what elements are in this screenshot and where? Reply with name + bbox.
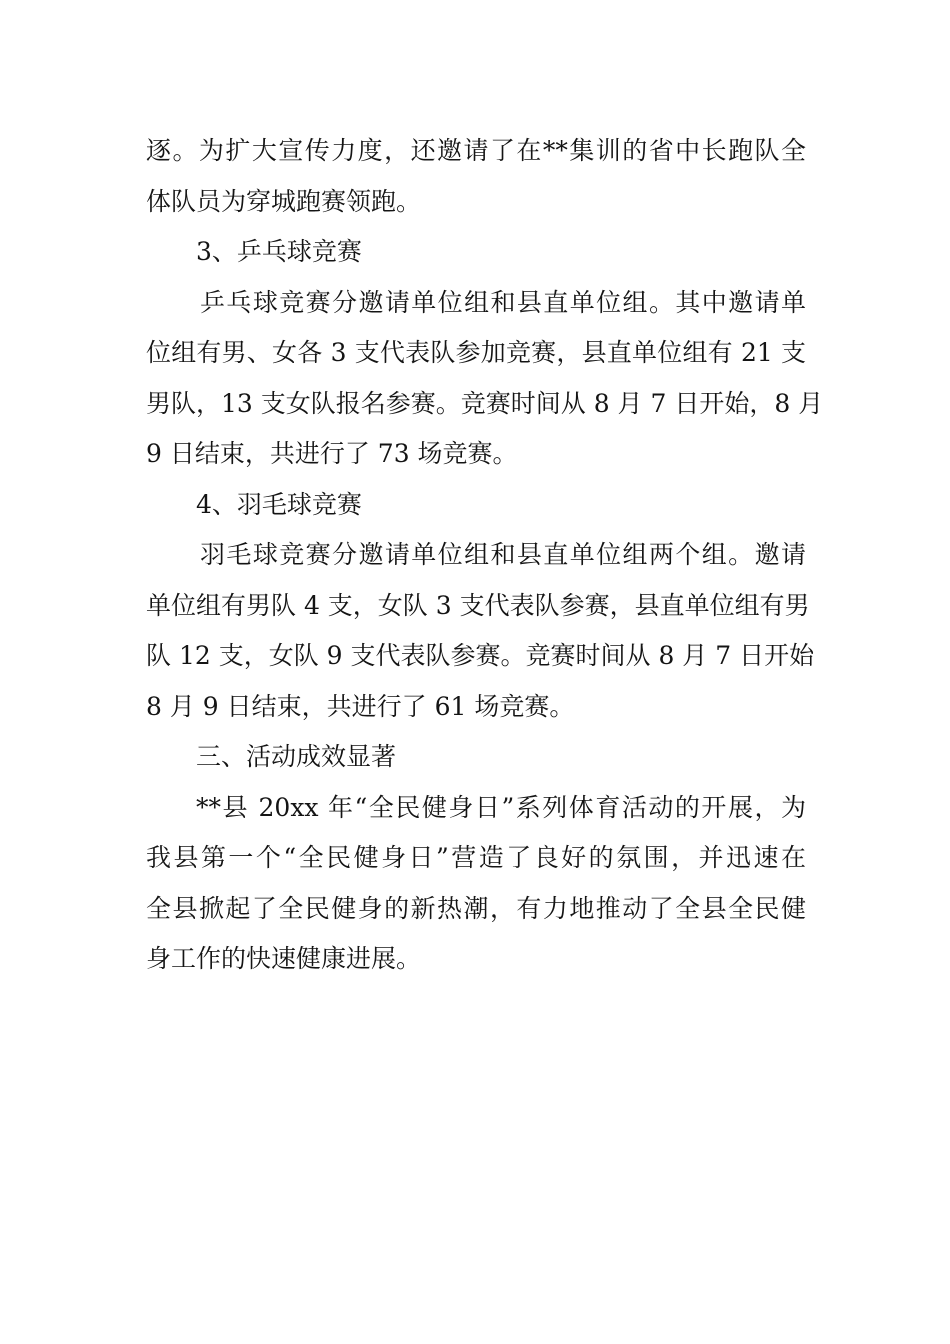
paragraph-line: 9 日结束，共进行了 73 场竞赛。 xyxy=(146,439,518,468)
paragraph-line: 乒乓球竞赛分邀请单位组和县直单位组。其中邀请单 xyxy=(200,287,806,317)
paragraph-line: 全县掀起了全民健身的新热潮，有力地推动了全县全民健 xyxy=(146,893,806,923)
paragraph-line: 逐。为扩大宣传力度，还邀请了在**集训的省中长跑队全 xyxy=(146,136,806,165)
section-heading-badminton: 4、羽毛球竞赛 xyxy=(196,489,362,519)
section-heading-results: 三、活动成效显著 xyxy=(196,742,397,771)
paragraph-line: 8 月 9 日结束，共进行了 61 场竞赛。 xyxy=(146,691,575,721)
paragraph-line: 身工作的快速健康进展。 xyxy=(146,944,422,973)
paragraph-line: 位组有男、女各 3 支代表队参加竞赛，县直单位组有 21 支 xyxy=(146,338,806,367)
paragraph-line: 男队，13 支女队报名参赛。竞赛时间从 8 月 7 日开始，8 月 xyxy=(146,388,824,418)
paragraph-line: 队 12 支，女队 9 支代表队参赛。竞赛时间从 8 月 7 日开始 xyxy=(146,641,815,670)
paragraph-line: 羽毛球竞赛分邀请单位组和县直单位组两个组。邀请 xyxy=(200,540,806,569)
section-heading-table-tennis: 3、乒乓球竞赛 xyxy=(196,237,362,266)
paragraph-line: 单位组有男队 4 支，女队 3 支代表队参赛，县直单位组有男 xyxy=(146,590,810,620)
document-body xyxy=(146,126,824,985)
paragraph-line: **县 20xx 年“全民健身日”系列体育活动的开展，为 xyxy=(196,792,806,822)
paragraph-line: 我县第一个“全民健身日”营造了良好的氛围，并迅速在 xyxy=(146,843,806,872)
paragraph-line: 体队员为穿城跑赛领跑。 xyxy=(146,186,422,216)
